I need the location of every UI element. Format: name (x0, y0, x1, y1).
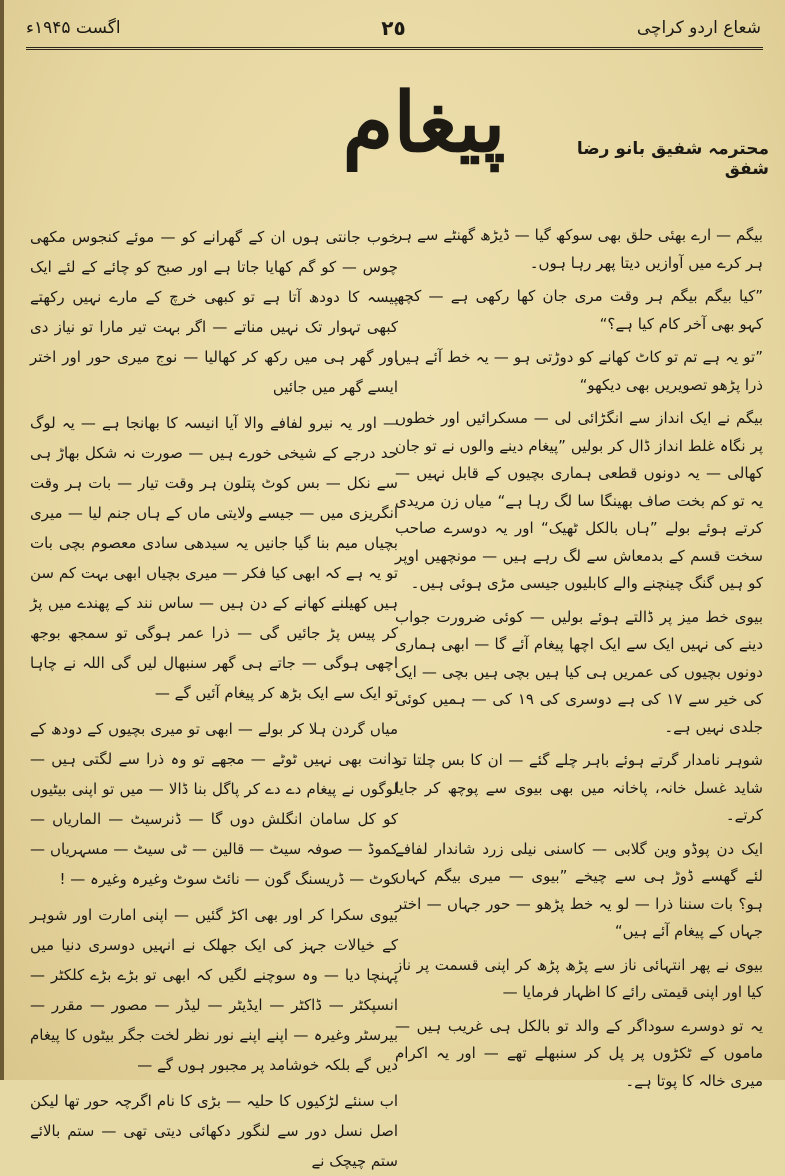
header-rule (26, 47, 763, 50)
running-head (26, 16, 761, 48)
paragraph: شوہر نامدار گرتے ہوئے باہر چلے گئے — ان کا بس چلتا تو شاید غسل خانہ، پاخانہ میں بھی بیوی سے پوچھ کر جایا کرتے۔ (395, 751, 763, 824)
paragraph: میاں گردن ہلا کر بولے — ابھی تو میری بچیوں کے دودھ کے دانت بھی نہیں ٹوٹے — مجھے تو وہ ذرا سے لگتی ہیں — لوگوں نے پیغام دے دے کر پاگل بنا ڈالا — میں تو اپنی بیٹیوں کو کل سامان انگلش دوں گا — ڈنرسیٹ — الماریاں — کموڈ — صوفہ سیٹ — قالین — ٹی سیٹ — مسہریاں — کوٹ — ڈریسنگ گون — نائٹ سوٹ وغیرہ وغیرہ — ! (30, 720, 398, 888)
paragraph: بیوی سکرا کر اور بھی اکڑ گئیں — اپنی امارت اور شوہر کے خیالات جہز کی ایک جھلک نے انہیں دوسری دنیا میں پہنچا دیا — وہ سوچنے لگیں کہ ابھی تو بڑے بڑے کلکٹر — انسپکٹر — ڈاکٹر — ایڈیٹر — لیڈر — مصور — مقرر — بیرسٹر وغیرہ — اپنے اپنے نور نظر لخت جگر بیٹوں کا پیغام دیں گے بلکہ خوشامد پر مجبور ہوں گے — (30, 906, 398, 1074)
paragraph: بیگم نے ایک انداز سے انگڑائی لی — مسکرائیں اور خطوں پر نگاہ غلط انداز ڈال کر بولیں ”پیغام دینے والوں نے تو جان کھالی — یہ دونوں قطعی ہماری بچیوں کے قابل نہیں — یہ تو کم بخت صاف بھینگا سا لگ رہا ہے“ میاں زن مریدی کرتے ہوئے بولے ”ہاں بالکل ٹھیک“ اور یہ دوسرے صاحب سخت قسم کے بدمعاش سے لگ رہے ہیں — مونچھیں اوپر کو ہیں گنگ چینچنے والے کابلیوں جیسی مڑی ہوئی ہیں۔ (395, 409, 763, 592)
paragraph: ”تو یہ ہے تم تو کاٹ کھانے کو دوڑتی ہو — یہ خط آئے ہیں ذرا پڑھو تصویریں بھی دیکھو“ (395, 348, 763, 394)
paragraph: یہ تو دوسرے سوداگر کے والد تو بالکل ہی غریب ہیں — ماموں کے ٹکڑوں پر پل کر سنبھلے تھے — اور یہ اکرام میری خالہ کا پوتا ہے۔ (395, 1016, 763, 1090)
paragraph: — اور یہ نیرو لفافے والا آیا انیسہ کا بھانجا ہے — یہ لوگ حد درجے کے شیخی خورے ہیں — صورت نہ شکل بھاڑ ہی سے نکل — بس کوٹ پتلون ہر وقت تیار — بات ہر وقت انگریزی میں — جیسے ولایتی ماں کے ہاں جنم لیا — میری بچیاں میم بنا گیا جانیں یہ سیدھی سادی معصوم بچی بات تو یہ ہے کہ ابھی کیا فکر — میری بچیاں ابھی بہت کم سن ہیں کھیلنے کھانے کے دن ہیں — ساس نند کے پھندے میں پڑ کر پیس پڑ جائیں گی — ذرا عمر ہوگی تو سمجھ بوجھ اچھی ہوگی — جاتے ہی گھر سنبھال لیں گی اللہ نے چاہا تو ایک سے ایک بڑھ کر پیغام آئیں گے — (30, 414, 398, 702)
paragraph: ”کیا بیگم بیگم ہر وقت مری جان کھا رکھی ہے — کچھ کہو بھی آخر کام کیا ہے؟“ (395, 287, 763, 333)
paragraph: بیوی خط میز پر ڈالتے ہوئے بولیں — کوئی ضرورت جواب دینے کی نہیں ایک سے ایک اچھا پیغام آئے گا — ابھی ہماری دونوں بچیوں کی عمریں ہی کیا ہیں بچی ہیں بچی — ایک کی خیر سے ۱۷ کی ہے دوسری کی ۱۹ کی — ہمیں کوئی جلدی نہیں ہے۔ (395, 607, 763, 736)
magazine-name: شعاع اردو کراچی (636, 18, 761, 38)
left-column (30, 222, 398, 1170)
paragraph: ایک دن پوڈو وین گلابی — کاسنی نیلی زرد شاندار لفافے لئے گھسے ڈوڑ ہی سے چیخے ”بیوی — میری بیگم کہاں ہو؟ بات سننا ذرا — لو یہ خط پڑھو — حور جہاں — اختر جہاں کے پیغام آئے ہیں“ (395, 839, 763, 940)
right-column (395, 222, 763, 1090)
paragraph: بیوی نے پھر انتہائی ناز سے پڑھ پڑھ کر اپنی قسمت پر ناز کیا اور اپنی قیمتی رائے کا اظہار فرمایا — (395, 955, 763, 1001)
article-title: پیغام (342, 75, 506, 171)
page-number: ٢٥ (381, 16, 406, 40)
paragraph: خوب جانتی ہوں ان کے گھرانے کو — موئے کنجوس مکھی چوس — کو گم کھایا جاتا ہے اور صبح کو چائے کے لئے ایک پیسہ کا دودھ آتا ہے تو کبھی خرچ کے مارے نہیں رکھتے کبھی تہوار تک نہیں مناتے — اگر بہت تیر مارا تو نیاز دی اور گھر ہی میں رکھ کر کھالیا — نوج میری حور اور اختر ایسے گھر میں جائیں (30, 228, 398, 396)
paragraph: اب سنئے لڑکیوں کا حلیہ — بڑی کا نام اگرچہ حور تھا لیکن اصل نسل دور سے لنگور دکھائی دیتی تھی — ستم بالائے ستم چیچک نے (30, 1092, 398, 1170)
issue-date: اگست ۱۹۴۵ء (26, 18, 121, 38)
article-byline: محترمہ شفیق بانو رضا شفق (576, 139, 769, 179)
paragraph: بیگم — ارے بھئی حلق بھی سوکھ گیا — ڈیڑھ گھنٹے سے ہر ہر کرے میں آوازیں دیتا پھر رہا ہوں۔ (395, 226, 763, 272)
